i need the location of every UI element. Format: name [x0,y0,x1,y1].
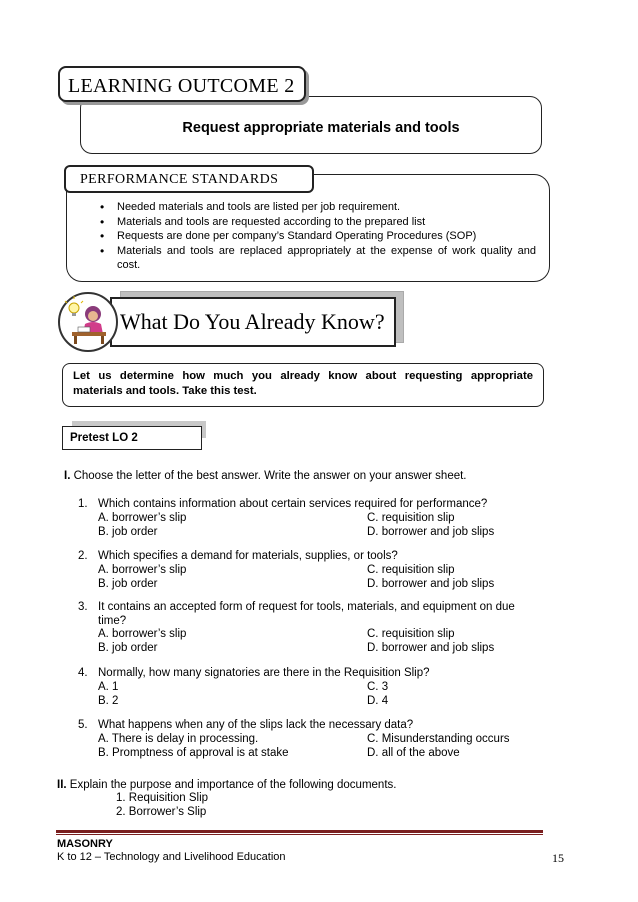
option-a: A. There is delay in processing. [98,733,259,745]
list-item: • Requests are done per company’s Standard Operating Procedures (SOP) [100,229,536,244]
list-item: • Materials and tools are requested according to the prepared list [100,215,536,230]
question-2: 2. Which specifies a demand for materials, supplies, or tools? A. borrower’s slip C. requisition slip B. job order D. borrower and job slips [78,550,495,590]
option-c: C. requisition slip [367,628,455,640]
section-title: What Do You Already Know? [110,297,396,347]
option-c: C. requisition slip [367,512,455,524]
part2-instruction: II. Explain the purpose and importance of the following documents. [57,779,397,791]
option-b: B. job order [98,526,158,538]
question-5: 5. What happens when any of the slips lack the necessary data? A. There is delay in processing. C. Misunderstanding occurs B. Promptness of approval is at stake D. all of the above [78,719,510,759]
option-a: A. borrower’s slip [98,512,187,524]
option-b: B. job order [98,642,158,654]
learning-outcome-subtitle: Request appropriate materials and tools [182,120,460,136]
option-b: B. 2 [98,695,119,707]
list-item: • Materials and tools are replaced appropriately at the expense of work quality and cost. [100,244,536,273]
part1-instruction: I. Choose the letter of the best answer. Write the answer on your answer sheet. [64,470,467,482]
list-item: 2. Borrower’s Slip [116,806,207,818]
student-reading-icon [58,292,118,352]
performance-standards-title: PERFORMANCE STANDARDS [64,165,314,193]
option-d: D. all of the above [367,747,460,759]
part1-label: I. [64,470,71,482]
footer-divider [56,830,543,833]
list-item: 1. Requisition Slip [116,792,209,804]
footer-divider-thin [56,834,543,835]
page-number: 15 [552,851,564,865]
list-item: • Needed materials and tools are listed per job requirement. [100,200,536,215]
option-c: C. requisition slip [367,564,455,576]
option-d: D. 4 [367,695,389,707]
pretest-label: Pretest LO 2 [62,426,202,450]
question-3: 3. It contains an accepted form of request for tools, materials, and equipment on due time? A. borrower’s slip C. requisition slip B. job order D. borrower and job slips [78,601,515,654]
question-4: 4. Normally, how many signatories are there in the Requisition Slip? A. 1 C. 3 B. 2 D. 4 [78,667,430,707]
footer-subject: MASONRY [57,838,113,850]
option-a: A. borrower’s slip [98,564,187,576]
intro-text: Let us determine how much you already know about requesting appropriate materials and tools. Take this test. [62,363,544,407]
question-1: 1. Which contains information about certain services required for performance? A. borrower’s slip C. requisition slip B. job order D. borrower and job slips [78,498,495,538]
part2-label: II. [57,779,67,791]
option-d: D. borrower and job slips [367,642,495,654]
option-d: D. borrower and job slips [367,578,495,590]
performance-standards-list [100,200,536,273]
option-c: C. 3 [367,681,389,693]
option-c: C. Misunderstanding occurs [367,733,510,745]
option-a: A. borrower’s slip [98,628,187,640]
learning-outcome-title: LEARNING OUTCOME 2 [58,66,306,102]
footer-course: K to 12 – Technology and Livelihood Education [57,851,286,863]
option-a: A. 1 [98,681,119,693]
option-b: B. Promptness of approval is at stake [98,747,289,759]
option-d: D. borrower and job slips [367,526,495,538]
option-b: B. job order [98,578,158,590]
